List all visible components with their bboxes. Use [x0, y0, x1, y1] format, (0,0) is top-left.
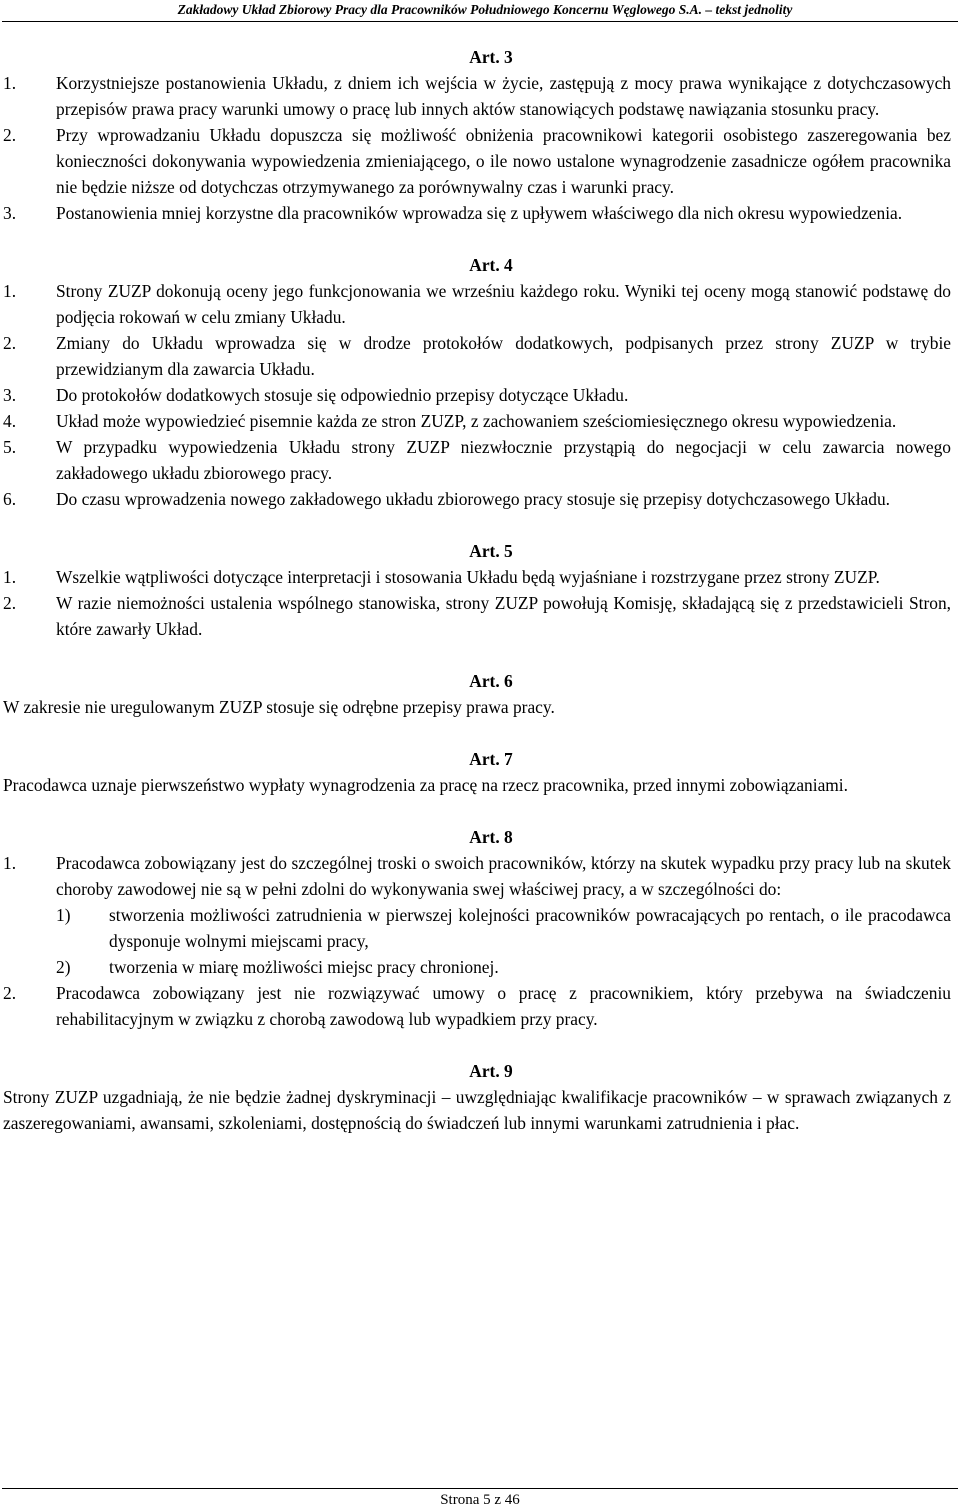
article-3-paragraph-1	[3, 70, 951, 122]
paragraph-text: Zmiany do Układu wprowadza się w drodze protokołów dodatkowych, podpisanych przez strony ZUZP w trybie przewidzianym dla zawarcia Układu.	[56, 333, 951, 379]
paragraph-number: 3.	[3, 203, 17, 223]
article-6-title: Art. 6	[469, 671, 513, 691]
article-4	[3, 252, 951, 512]
point-number: 2)	[56, 957, 71, 977]
article-6-text: W zakresie nie uregulowanym ZUZP stosuje się odrębne przepisy prawa pracy.	[3, 697, 555, 717]
paragraph-text: Strony ZUZP dokonują oceny jego funkcjonowania we wrześniu każdego roku. Wyniki tej oceny mogą stanowić podstawę do podjęcia rokowań w celu zmiany Układu.	[56, 281, 951, 327]
article-6	[3, 668, 951, 720]
article-8-title: Art. 8	[469, 827, 513, 847]
paragraph-text: Do czasu wprowadzenia nowego zakładowego układu zbiorowego pracy stosuje się przepisy dotychczasowego Układu.	[56, 489, 890, 509]
article-4-paragraph-5	[3, 434, 951, 486]
article-5	[3, 538, 951, 642]
paragraph-text: Postanowienia mniej korzystne dla pracowników wprowadza się z upływem właściwego dla nich okresu wypowiedzenia.	[56, 203, 903, 223]
paragraph-number: 4.	[3, 411, 17, 431]
spacer	[3, 798, 951, 824]
paragraph-number: 5.	[3, 437, 17, 457]
paragraph-text: Wszelkie wątpliwości dotyczące interpretacji i stosowania Układu będą wyjaśniane i rozstrzygane przez strony ZUZP.	[56, 567, 880, 587]
article-3-paragraph-3	[3, 200, 951, 226]
article-9-text: Strony ZUZP uzgadniają, że nie będzie żadnej dyskryminacji – uwzględniając kwalifikacje pracowników – w sprawach związanych z zaszeregowaniami, awansami, szkoleniami, dostępnością do świadczeń lub innymi warunkami zatrudnienia i płac.	[3, 1087, 951, 1133]
paragraph-number: 1.	[3, 73, 17, 93]
article-4-paragraph-2	[3, 330, 951, 382]
paragraph-number: 2.	[3, 125, 17, 145]
spacer	[3, 642, 951, 668]
paragraph-text: Przy wprowadzaniu Układu dopuszcza się możliwość obniżenia pracownikowi kategorii osobistego zaszeregowania bez konieczności dokonywania wypowiedzenia zmieniającego, o ile nowo ustalone wynagrodzenie zasadnicze ogółem pracownika nie będzie niższe od dotychczas otrzymywanego za porównywalny czas i warunki pracy.	[56, 125, 951, 197]
article-9-title: Art. 9	[469, 1061, 513, 1081]
paragraph-number: 2.	[3, 333, 17, 353]
document-body	[3, 44, 951, 1136]
article-8-point-1	[56, 902, 951, 954]
paragraph-number: 1.	[3, 853, 17, 873]
article-4-title: Art. 4	[469, 255, 513, 275]
spacer	[3, 512, 951, 538]
paragraph-number: 1.	[3, 567, 17, 587]
spacer	[3, 720, 951, 746]
article-7	[3, 746, 951, 798]
article-3-title: Art. 3	[469, 47, 513, 67]
paragraph-text: Do protokołów dodatkowych stosuje się odpowiednio przepisy dotyczące Układu.	[56, 385, 629, 405]
paragraph-text: Korzystniejsze postanowienia Układu, z dniem ich wejścia w życie, zastępują z mocy prawa wynikające z dotychczasowych przepisów prawa pracy warunki umowy o pracę lub innych aktów stanowiących podstawę nawiązania stosunku pracy.	[56, 73, 951, 119]
footer-divider	[2, 1488, 958, 1489]
article-5-paragraph-2	[3, 590, 951, 642]
article-4-paragraph-1	[3, 278, 951, 330]
paragraph-number: 1.	[3, 281, 17, 301]
article-4-paragraph-3	[3, 382, 951, 408]
paragraph-text: Pracodawca zobowiązany jest do szczególnej troski o swoich pracowników, którzy na skutek wypadku przy pracy lub na skutek choroby zawodowej nie są w pełni zdolni do wykonywania swej właściwej pracy, a w szczególności do:	[56, 853, 951, 899]
paragraph-number: 2.	[3, 983, 17, 1003]
article-8-point-2	[56, 954, 951, 980]
article-3-paragraph-2	[3, 122, 951, 200]
article-8-paragraph-1	[3, 850, 951, 902]
page-number: Strona 5 z 46	[440, 1492, 520, 1508]
running-header: Zakładowy Układ Zbiorowy Pracy dla Pracowników Południowego Koncernu Węglowego S.A. – tekst jednolity	[177, 2, 793, 17]
spacer	[3, 1032, 951, 1058]
article-4-paragraph-4	[3, 408, 951, 434]
point-text: tworzenia w miarę możliwości miejsc pracy chronionej.	[109, 957, 499, 977]
point-text: stworzenia możliwości zatrudnienia w pierwszej kolejności pracowników powracających po rentach, o ile pracodawca dysponuje wolnymi miejscami pracy,	[109, 905, 951, 951]
article-7-title: Art. 7	[469, 749, 513, 769]
article-3	[3, 44, 951, 226]
paragraph-number: 6.	[3, 489, 17, 509]
article-5-title: Art. 5	[469, 541, 513, 561]
article-9	[3, 1058, 951, 1136]
article-5-paragraph-1	[3, 564, 951, 590]
article-8-paragraph-2	[3, 980, 951, 1032]
paragraph-text: Układ może wypowiedzieć pisemnie każda ze stron ZUZP, z zachowaniem sześciomiesięcznego okresu wypowiedzenia.	[56, 411, 897, 431]
point-number: 1)	[56, 905, 71, 925]
header-divider	[2, 21, 958, 22]
paragraph-text: W przypadku wypowiedzenia Układu strony ZUZP niezwłocznie przystąpią do negocjacji w celu zawarcia nowego zakładowego układu zbiorowego pracy.	[56, 437, 951, 483]
paragraph-number: 3.	[3, 385, 17, 405]
article-4-paragraph-6	[3, 486, 951, 512]
article-7-text: Pracodawca uznaje pierwszeństwo wypłaty wynagrodzenia za pracę na rzecz pracownika, przed innymi zobowiązaniami.	[3, 775, 848, 795]
paragraph-number: 2.	[3, 593, 17, 613]
article-8	[3, 824, 951, 1032]
paragraph-text: Pracodawca zobowiązany jest nie rozwiązywać umowy o pracę z pracownikiem, który przebywa na świadczeniu rehabilitacyjnym w związku z chorobą zawodową lub wypadkiem przy pracy.	[56, 983, 951, 1029]
paragraph-text: W razie niemożności ustalenia wspólnego stanowiska, strony ZUZP powołują Komisję, składającą się z przedstawicieli Stron, które zawarły Układ.	[56, 593, 951, 639]
spacer	[3, 226, 951, 252]
